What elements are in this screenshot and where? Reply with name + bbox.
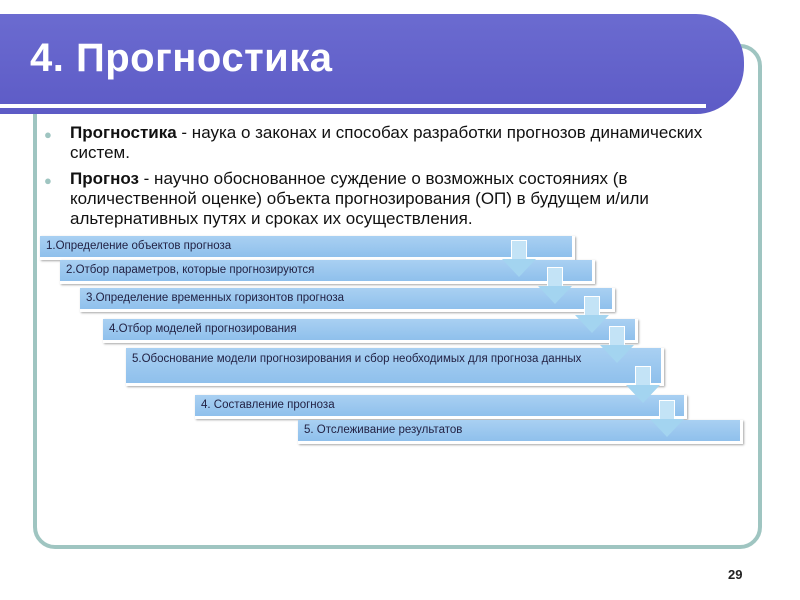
process-step-1: 1.Определение объектов прогноза (40, 236, 575, 260)
title-underline (0, 104, 706, 108)
process-step-3: 3.Определение временных горизонтов прогноза (80, 288, 615, 312)
bullet-dot-icon: ● (44, 173, 52, 188)
down-arrow-icon (650, 400, 684, 438)
process-step-7: 5. Отслеживание результатов (298, 420, 743, 444)
bullet-text: - научно обоснованное суждение о возможных состояниях (в количественной оценке) объекта прогнозирования (ОП) в будущем и/или альтернативных путях и сроках их осуществления. (70, 169, 649, 228)
process-step-2: 2.Отбор параметров, которые прогнозируются (60, 260, 595, 284)
slide-title: 4. Прогностика (30, 36, 333, 80)
page-number: 29 (728, 567, 743, 582)
down-arrow-icon (600, 326, 634, 364)
bullet-term: Прогноз (70, 169, 139, 188)
bullet-dot-icon: ● (44, 127, 52, 142)
bullet-term: Прогностика (70, 123, 177, 142)
process-step-4: 4.Отбор моделей прогнозирования (103, 319, 638, 343)
down-arrow-icon (626, 366, 660, 404)
bullet-item-forecast (44, 169, 724, 229)
bullet-list (44, 123, 724, 235)
process-step-6: 4. Составление прогноза (195, 395, 687, 419)
down-arrow-icon (502, 240, 536, 278)
process-step-5: 5.Обоснование модели прогнозирования и сбор необходимых для прогноза данных (126, 348, 664, 386)
down-arrow-icon (538, 267, 572, 305)
bullet-text: - наука о законах и способах разработки прогнозов динамических систем. (70, 123, 703, 162)
bullet-item-prognostics (44, 123, 724, 163)
